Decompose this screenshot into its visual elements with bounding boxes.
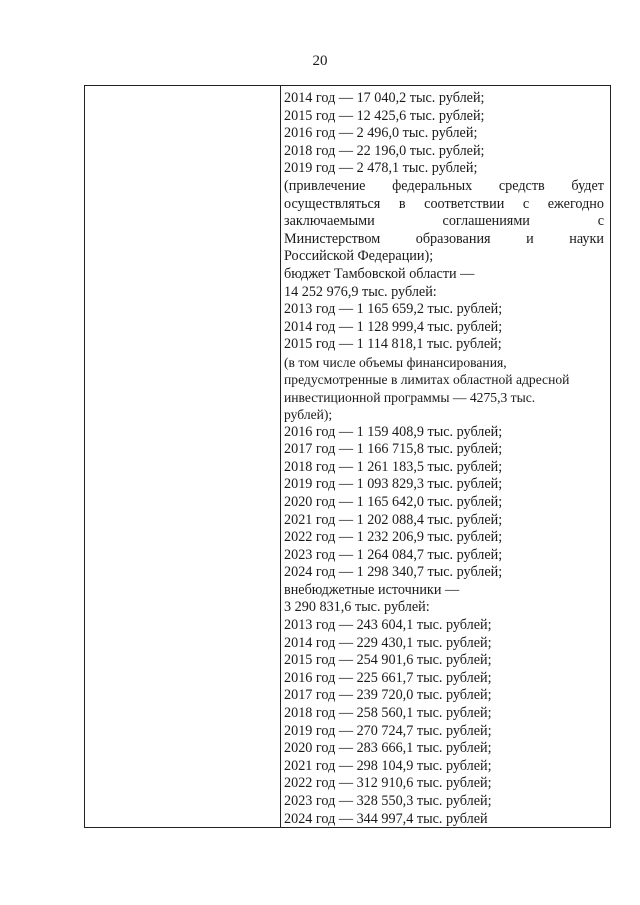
list-item: 2015 год — 254 901,6 тыс. рублей; bbox=[284, 652, 492, 669]
list-item: 2023 год — 328 550,3 тыс. рублей; bbox=[284, 793, 492, 809]
list-item: 2015 год — 1 114 818,1 тыс. рублей; bbox=[284, 336, 502, 353]
note-line: рублей); bbox=[284, 407, 333, 423]
list-item: 2019 год — 2 478,1 тыс. рублей; bbox=[284, 160, 478, 177]
list-item: 2022 год — 1 232 206,9 тыс. рублей; bbox=[284, 529, 503, 546]
list-item: 2016 год — 225 661,7 тыс. рублей; bbox=[284, 669, 492, 686]
list-item: 2019 год — 270 724,7 тыс. рублей; bbox=[284, 722, 492, 739]
list-item: 2023 год — 1 264 084,7 тыс. рублей; bbox=[284, 546, 503, 563]
federal-years-list bbox=[284, 90, 604, 178]
list-item: 2020 год — 1 165 642,0 тыс. рублей; bbox=[284, 493, 503, 510]
list-item: 2018 год — 22 196,0 тыс. рублей; bbox=[284, 142, 485, 159]
regional-note bbox=[284, 354, 604, 424]
note-line: осуществляться в соответствии с ежегодно bbox=[284, 195, 604, 212]
column-divider bbox=[280, 86, 281, 827]
list-item: 2024 год — 1 298 340,7 тыс. рублей; bbox=[284, 564, 503, 581]
funding-table bbox=[84, 85, 611, 828]
list-item: 2014 год — 17 040,2 тыс. рублей; bbox=[284, 90, 485, 106]
list-item: 2018 год — 258 560,1 тыс. рублей; bbox=[284, 705, 492, 722]
list-item: 2014 год — 229 430,1 тыс. рублей; bbox=[284, 634, 492, 651]
list-item: 2015 год — 12 425,6 тыс. рублей; bbox=[284, 107, 485, 124]
offbudget-years-list bbox=[284, 617, 604, 828]
list-item: 2016 год — 2 496,0 тыс. рублей; bbox=[284, 125, 478, 142]
regional-budget-header: бюджет Тамбовской области — bbox=[284, 265, 475, 282]
regional-years-list-a bbox=[284, 301, 604, 354]
page-number: 20 bbox=[312, 53, 328, 69]
list-item: 2017 год — 239 720,0 тыс. рублей; bbox=[284, 687, 492, 704]
note-line: заключаемыми соглашениями с bbox=[284, 213, 604, 230]
list-item: 2019 год — 1 093 829,3 тыс. рублей; bbox=[284, 476, 503, 493]
offbudget-header: внебюджетные источники — bbox=[284, 581, 460, 598]
note-line: инвестиционной программы — 4275,3 тыс. bbox=[284, 389, 536, 405]
regional-years-list-b bbox=[284, 424, 604, 582]
list-item: 2016 год — 1 159 408,9 тыс. рублей; bbox=[284, 423, 503, 440]
list-item: 2013 год — 243 604,1 тыс. рублей; bbox=[284, 617, 492, 634]
list-item: 2024 год — 344 997,4 тыс. рублей bbox=[284, 810, 488, 827]
note-line: Министерством образования и науки bbox=[284, 230, 604, 247]
list-item: 2014 год — 1 128 999,4 тыс. рублей; bbox=[284, 318, 503, 335]
list-item: 2013 год — 1 165 659,2 тыс. рублей; bbox=[284, 301, 503, 318]
list-item: 2017 год — 1 166 715,8 тыс. рублей; bbox=[284, 441, 503, 458]
note-line: (привлечение федеральных средств будет bbox=[284, 177, 604, 194]
offbudget-total: 3 290 831,6 тыс. рублей: bbox=[284, 599, 430, 616]
list-item: 2020 год — 283 666,1 тыс. рублей; bbox=[284, 740, 492, 757]
federal-note bbox=[284, 178, 604, 266]
note-line: предусмотренные в лимитах областной адресной bbox=[284, 372, 570, 388]
list-item: 2021 год — 298 104,9 тыс. рублей; bbox=[284, 757, 492, 774]
note-line: Российской Федерации); bbox=[284, 248, 434, 265]
list-item: 2018 год — 1 261 183,5 тыс. рублей; bbox=[284, 458, 503, 475]
note-line: (в том числе объемы финансирования, bbox=[284, 354, 507, 370]
list-item: 2022 год — 312 910,6 тыс. рублей; bbox=[284, 775, 492, 792]
list-item: 2021 год — 1 202 088,4 тыс. рублей; bbox=[284, 511, 503, 528]
funding-details-cell bbox=[284, 90, 604, 828]
regional-budget-total: 14 252 976,9 тыс. рублей: bbox=[284, 283, 437, 300]
